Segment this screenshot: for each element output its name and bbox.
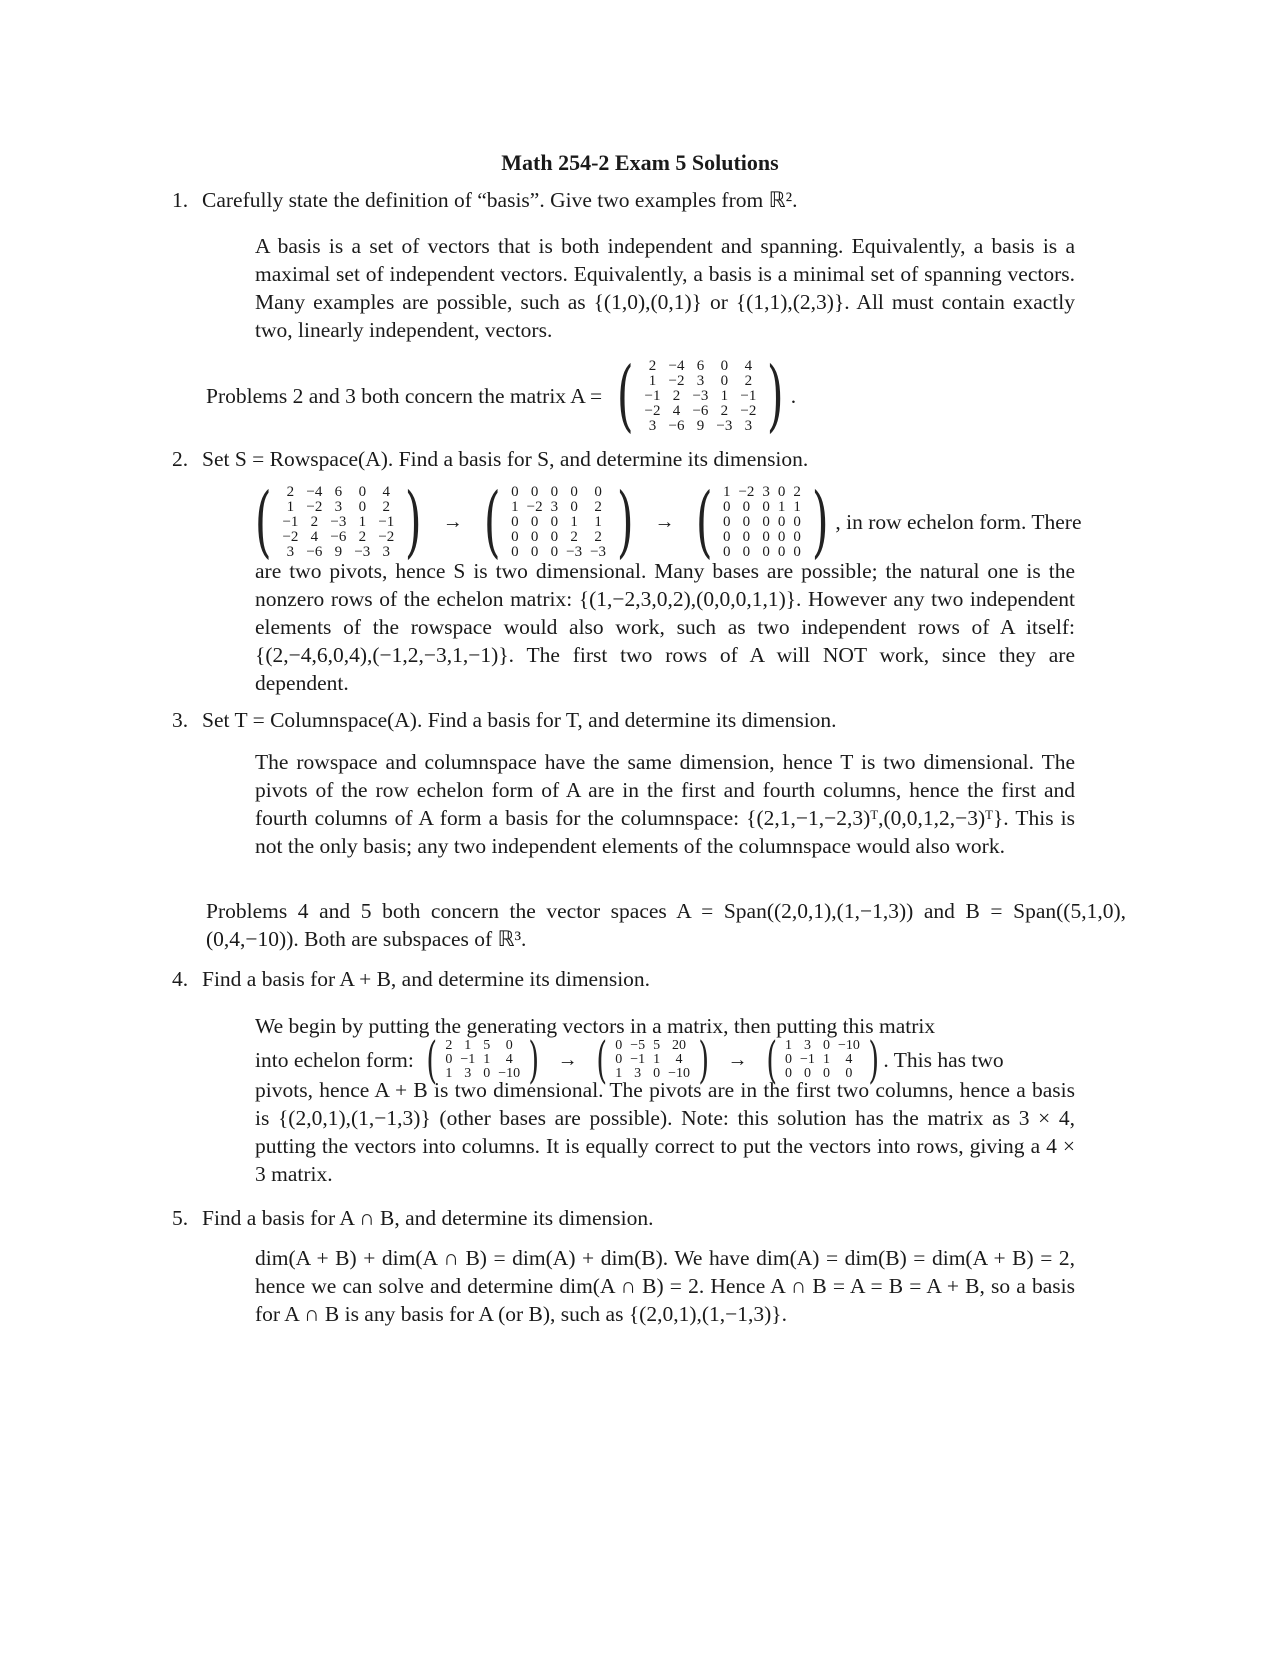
intro-problems-4-5: Problems 4 and 5 both concern the vector spaces A = Span((2,0,1),(1,−1,3)) and B = Span((5,1,0),(0,4,−10)). Both are subspaces of ℝ³. xyxy=(206,899,1126,951)
matrix-entry: 0 xyxy=(530,513,539,530)
matrix-entry: 0 xyxy=(822,1038,830,1053)
question-text: Set S = Rowspace(A). Find a basis for S, and determine its dimension. xyxy=(202,447,809,471)
matrix-entry: 0 xyxy=(550,513,559,530)
matrix-entry: 9 xyxy=(696,417,705,434)
matrix-entry: 1 xyxy=(464,1038,472,1053)
matrix-entry: 1 xyxy=(594,513,602,530)
matrix-entry: −10 xyxy=(837,1038,860,1053)
question-4 xyxy=(172,965,1132,993)
matrix-entry: −1 xyxy=(378,513,395,530)
matrix-entry: 0 xyxy=(720,372,729,389)
matrix-entry: 0 xyxy=(530,528,539,545)
matrix-row xyxy=(719,515,805,530)
matrix-entry: 0 xyxy=(785,1066,793,1081)
matrix-entry: 4 xyxy=(744,357,753,374)
matrix-entry: 6 xyxy=(334,483,343,500)
matrix-row xyxy=(641,389,761,404)
matrix-table xyxy=(441,1039,524,1081)
echelon-prefix: into echelon form: xyxy=(255,1047,414,1072)
matrix-entry: −4 xyxy=(668,357,685,374)
matrix-entry: 0 xyxy=(445,1052,453,1067)
matrix-entry: 3 xyxy=(744,417,753,434)
matrix-entry: 0 xyxy=(785,1052,793,1067)
matrix-row xyxy=(441,1039,524,1053)
matrix-entry: 0 xyxy=(722,498,731,515)
matrix-row xyxy=(278,485,398,500)
matrix-entry: 0 xyxy=(762,528,770,545)
matrix-entry: −10 xyxy=(668,1066,690,1081)
matrix-row xyxy=(641,359,761,374)
matrix-entry: 1 xyxy=(615,1066,623,1081)
matrix-entry: 1 xyxy=(511,498,519,515)
matrix-entry: 0 xyxy=(358,498,367,515)
matrix-entry: 1 xyxy=(793,498,801,515)
matrix-entry: 0 xyxy=(742,543,751,560)
matrix-entry: −6 xyxy=(330,528,347,545)
rowreduce-chain xyxy=(248,477,1082,567)
matrix-entry: −1 xyxy=(630,1052,646,1067)
matrix-entry: 4 xyxy=(382,483,391,500)
matrix-row xyxy=(719,485,805,500)
matrix-entry: 5 xyxy=(653,1038,661,1053)
matrix-entry: 3 xyxy=(286,543,295,560)
matrix-entry: 1 xyxy=(777,498,786,515)
matrix-entry: −2 xyxy=(378,528,395,545)
matrix-table xyxy=(781,1039,864,1081)
matrix-A: ( 2 −4 6 0 4 1 −2 3 0 2 −1 2 −3 1 −1 −2 4 −6 2 −2 3 −6 9 −3 3 ) xyxy=(616,351,784,441)
question-number: 2. xyxy=(172,447,189,471)
matrix-entry: 0 xyxy=(762,498,770,515)
matrix-entry: 0 xyxy=(762,543,770,560)
matrix-row xyxy=(781,1039,864,1053)
matrix-entry: 0 xyxy=(653,1066,661,1081)
matrix-step-3: ( 1 −2 3 0 2 0 0 0 1 1 0 0 0 0 0 0 0 0 0 0 0 0 0 0 0 ) xyxy=(695,477,829,567)
intro-end: . xyxy=(790,383,797,408)
matrix-entry: 2 xyxy=(672,387,681,404)
matrix-entry: −1 xyxy=(460,1052,476,1067)
question-text: Find a basis for A ∩ B, and determine its dimension. xyxy=(202,1206,654,1230)
matrix-entry: 4 xyxy=(672,402,681,419)
intro-problems-2-3 xyxy=(206,351,797,441)
matrix-table xyxy=(278,485,398,560)
matrix-step-2: ( 0 0 0 0 0 1 −2 3 0 2 0 0 0 1 1 0 0 0 2 2 0 0 0 −3 −3 ) xyxy=(483,477,634,567)
matrix-entry: 4 xyxy=(845,1052,853,1067)
matrix-table xyxy=(507,485,610,560)
question-number: 5. xyxy=(172,1206,189,1230)
arrow: → xyxy=(557,1048,578,1071)
matrix-entry: 0 xyxy=(594,483,602,500)
matrix-row xyxy=(641,374,761,389)
matrix-row xyxy=(507,485,610,500)
matrix-row xyxy=(781,1053,864,1067)
matrix-entry: 1 xyxy=(653,1052,661,1067)
question-5 xyxy=(172,1204,1132,1232)
matrix-entry: 3 xyxy=(634,1066,642,1081)
question-number: 4. xyxy=(172,967,189,991)
matrix-entry: 1 xyxy=(785,1038,793,1053)
matrix-entry: 4 xyxy=(675,1052,683,1067)
arrow: → xyxy=(654,510,675,533)
matrix-entry: 4 xyxy=(310,528,319,545)
matrix-row xyxy=(507,515,610,530)
matrix-step-1: ( 2 1 5 0 0 −1 1 4 1 3 0 −10 ) xyxy=(426,1031,540,1089)
matrix-entry: 0 xyxy=(570,483,578,500)
answer-4: pivots, hence A + B is two dimensional. The pivots are in the first two columns, hence a basis is {(2,0,1),(1,−1,3)} (other bases are possible). Note: this solution has the matrix as 3 × 4, putting the vectors into columns. It is equally correct to put the vectors into rows, giving a 4 × 3 matrix. xyxy=(255,1078,1075,1186)
matrix-entry: 0 xyxy=(742,498,751,515)
matrix-entry: 9 xyxy=(334,543,343,560)
matrix-entry: −6 xyxy=(692,402,709,419)
matrix-entry: 0 xyxy=(777,528,786,545)
matrix-entry: 3 xyxy=(550,498,559,515)
matrix-entry: 0 xyxy=(793,543,801,560)
matrix-entry: 0 xyxy=(511,513,519,530)
matrix-entry: 0 xyxy=(483,1066,491,1081)
intro-text: Problems 2 and 3 both concern the matrix A = xyxy=(206,383,603,408)
matrix-entry: −6 xyxy=(668,417,685,434)
matrix-entry: 0 xyxy=(720,357,729,374)
matrix-entry: −5 xyxy=(630,1038,646,1053)
matrix-entry: 3 xyxy=(696,372,705,389)
arrow: → xyxy=(442,510,463,533)
matrix-entry: 2 xyxy=(382,498,391,515)
matrix-step-3: ( 1 3 0 −10 0 −1 1 4 0 0 0 0 ) xyxy=(765,1031,879,1089)
matrix-entry: 2 xyxy=(720,402,729,419)
matrix-entry: −4 xyxy=(306,483,323,500)
matrix-entry: 3 xyxy=(464,1066,472,1081)
matrix-entry: 1 xyxy=(286,498,295,515)
matrix-entry: 1 xyxy=(648,372,657,389)
answer-4-line-1: We begin by putting the generating vectors in a matrix, then putting this matrix xyxy=(255,1014,936,1038)
matrix-row xyxy=(611,1039,694,1053)
matrix-entry: −1 xyxy=(282,513,299,530)
matrix-entry: 3 xyxy=(382,543,391,560)
answer-2: are two pivots, hence S is two dimensional. Many bases are possible; the natural one is the nonzero rows of the echelon matrix: {(1,−2,3,0,2),(0,0,0,1,1)}. However any two independent elements of the rowspace would also work, such as two independent rows of A itself: {(2,−4,6,0,4),(−1,2,−3,1,−1)}. The first two rows of A will NOT work, since they are dependent. xyxy=(255,559,1075,695)
matrix-entry: −1 xyxy=(644,387,661,404)
matrix-entry: 0 xyxy=(615,1038,623,1053)
answer-5: dim(A + B) + dim(A ∩ B) = dim(A) + dim(B). We have dim(A) = dim(B) = dim(A + B) = 2, hence we can solve and determine dim(A ∩ B) = 2. Hence A ∩ B = A = B = A + B, so a basis for A ∩ B is any basis for A (or B), such as {(2,0,1),(1,−1,3)}. xyxy=(255,1246,1075,1326)
matrix-table xyxy=(611,1039,694,1081)
matrix-entry: 2 xyxy=(594,528,602,545)
matrix-row xyxy=(507,530,610,545)
matrix-entry: 6 xyxy=(696,357,705,374)
question-text: Set T = Columnspace(A). Find a basis for T, and determine its dimension. xyxy=(202,708,837,732)
matrix-entry: 3 xyxy=(648,417,657,434)
question-text: Find a basis for A + B, and determine its dimension. xyxy=(202,967,651,991)
matrix-row xyxy=(641,404,761,419)
matrix-entry: 0 xyxy=(722,513,731,530)
matrix-entry: 0 xyxy=(845,1066,853,1081)
matrix-entry: 2 xyxy=(358,528,367,545)
matrix-entry: 1 xyxy=(445,1066,453,1081)
matrix-row xyxy=(278,500,398,515)
matrix-entry: −3 xyxy=(692,387,709,404)
matrix-entry: 0 xyxy=(722,543,731,560)
matrix-entry: 1 xyxy=(570,513,578,530)
matrix-entry: 0 xyxy=(762,513,770,530)
matrix-entry: −2 xyxy=(282,528,299,545)
matrix-entry: −3 xyxy=(330,513,347,530)
matrix-entry: 0 xyxy=(530,543,539,560)
matrix-entry: 0 xyxy=(742,513,751,530)
matrix-entry: 0 xyxy=(803,1066,811,1081)
matrix-entry: 2 xyxy=(648,357,657,374)
page-title: Math 254-2 Exam 5 Solutions xyxy=(501,150,779,175)
matrix-table xyxy=(641,359,761,434)
matrix-entry: 2 xyxy=(445,1038,453,1053)
question-number: 1. xyxy=(172,188,189,212)
matrix-entry: 2 xyxy=(594,498,602,515)
answer-3: The rowspace and columnspace have the same dimension, hence T is two dimensional. The pivots of the row echelon form of A are in the first and fourth columns, hence the first and fourth columns of A form a basis for the columnspace: {(2,1,−1,−2,3)ᵀ,(0,0,1,2,−3)ᵀ}. This is not the only basis; any two independent elements of the columnspace would also work. xyxy=(255,750,1075,858)
matrix-entry: 0 xyxy=(777,543,786,560)
matrix-entry: −2 xyxy=(526,498,543,515)
matrix-entry: 0 xyxy=(793,513,801,530)
matrix-entry: 0 xyxy=(742,528,751,545)
matrix-entry: 0 xyxy=(722,528,731,545)
matrix-entry: 4 xyxy=(505,1052,513,1067)
matrix-entry: −2 xyxy=(738,483,755,500)
question-text: Carefully state the definition of “basis”. Give two examples from ℝ². xyxy=(202,188,798,212)
matrix-entry: 0 xyxy=(358,483,367,500)
matrix-entry: 5 xyxy=(483,1038,491,1053)
answer-1: A basis is a set of vectors that is both independent and spanning. Equivalently, a basis is a maximal set of independent vectors. Equivalently, a basis is a minimal set of spanning vectors. Many examples are possible, such as {(1,0),(0,1)} or {(1,1),(2,3)}. All must contain exactly two, linearly independent, vectors. xyxy=(255,234,1075,342)
matrix-entry: −1 xyxy=(740,387,757,404)
question-3 xyxy=(172,706,1132,734)
matrix-entry: −2 xyxy=(668,372,685,389)
matrix-row xyxy=(719,530,805,545)
matrix-entry: 3 xyxy=(762,483,770,500)
matrix-entry: 0 xyxy=(777,513,786,530)
matrix-entry: −2 xyxy=(644,402,661,419)
question-2 xyxy=(172,445,1132,473)
after-matrix-text: , in row echelon form. There xyxy=(835,509,1082,534)
matrix-entry: 0 xyxy=(511,483,519,500)
matrix-step-2: ( 0 −5 5 20 0 −1 1 4 1 3 0 −10 ) xyxy=(596,1031,710,1089)
matrix-entry: 0 xyxy=(822,1066,830,1081)
question-number: 3. xyxy=(172,708,189,732)
echelon-suffix: . This has two xyxy=(883,1047,1004,1072)
matrix-table xyxy=(719,485,805,560)
matrix-entry: −2 xyxy=(306,498,323,515)
arrow: → xyxy=(727,1048,748,1071)
matrix-entry: 0 xyxy=(550,483,559,500)
matrix-entry: 3 xyxy=(803,1038,811,1053)
matrix-row xyxy=(278,530,398,545)
matrix-entry: 0 xyxy=(511,528,519,545)
question-1 xyxy=(172,186,1132,214)
matrix-entry: −2 xyxy=(740,402,757,419)
matrix-entry: 2 xyxy=(310,513,319,530)
matrix-entry: 0 xyxy=(505,1038,513,1053)
matrix-entry: −6 xyxy=(306,543,323,560)
matrix-entry: 1 xyxy=(358,513,367,530)
matrix-entry: −10 xyxy=(498,1066,521,1081)
matrix-row xyxy=(507,500,610,515)
matrix-entry: −3 xyxy=(716,417,733,434)
matrix-row xyxy=(719,500,805,515)
matrix-entry: −3 xyxy=(354,543,371,560)
matrix-entry: 0 xyxy=(530,483,539,500)
matrix-entry: 0 xyxy=(793,528,801,545)
matrix-row xyxy=(441,1053,524,1067)
matrix-entry: −1 xyxy=(800,1052,815,1067)
matrix-row xyxy=(278,515,398,530)
matrix-row xyxy=(641,419,761,434)
matrix-entry: 2 xyxy=(286,483,295,500)
matrix-entry: 1 xyxy=(720,387,729,404)
matrix-entry: 0 xyxy=(550,528,559,545)
matrix-entry: 20 xyxy=(672,1038,687,1053)
matrix-entry: 2 xyxy=(793,483,801,500)
matrix-entry: 3 xyxy=(334,498,343,515)
matrix-entry: −3 xyxy=(590,543,607,560)
matrix-entry: 0 xyxy=(550,543,559,560)
matrix-entry: 0 xyxy=(511,543,519,560)
matrix-entry: −3 xyxy=(566,543,583,560)
matrix-row xyxy=(611,1053,694,1067)
matrix-entry: 0 xyxy=(777,483,786,500)
matrix-entry: 1 xyxy=(722,483,731,500)
matrix-entry: 2 xyxy=(744,372,753,389)
matrix-entry: 1 xyxy=(483,1052,491,1067)
matrix-entry: 0 xyxy=(615,1052,623,1067)
matrix-entry: 2 xyxy=(570,528,578,545)
matrix-entry: 1 xyxy=(822,1052,830,1067)
matrix-entry: 0 xyxy=(570,498,578,515)
matrix-step-1: ( 2 −4 6 0 4 1 −2 3 0 2 −1 2 −3 1 −1 −2 4 −6 2 −2 3 −6 9 −3 3 ) xyxy=(254,477,422,567)
